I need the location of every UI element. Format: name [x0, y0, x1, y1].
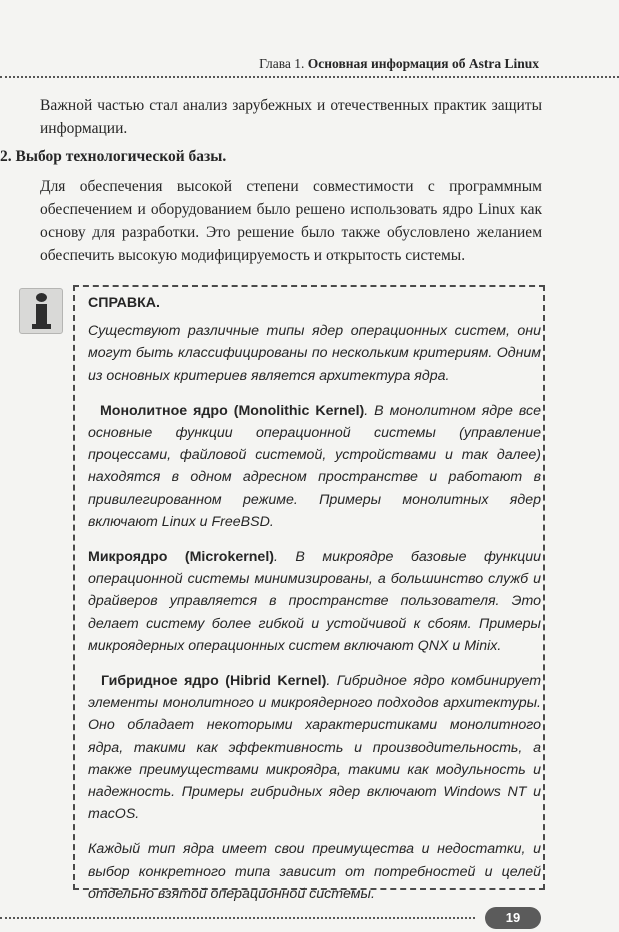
- running-header: [259, 56, 539, 72]
- micro-term: Микроядро (Microkernel): [88, 549, 274, 566]
- monolithic-text: . В монолитном ядре все основные функции операционной системы (управление процессами, файловой системой, устройствами и так далее) находятся в одном адресном пространстве и работают в привилегированном режиме. Примеры монолитных ядер включают Linux и FreeBSD.: [88, 402, 541, 530]
- note-title: СПРАВКА.: [88, 295, 160, 311]
- note-hybrid: [88, 670, 541, 825]
- note-content: [88, 292, 541, 918]
- page-number: 19: [485, 907, 541, 929]
- header-divider: [0, 76, 619, 78]
- chapter-title: Основная информация об Astra Linux: [307, 56, 539, 71]
- note-microkernel: [88, 546, 541, 657]
- section-heading: 2. Выбор технологической базы.: [0, 148, 227, 165]
- micro-text: . В микроядре базовые функции операционной системы минимизированы, а большинство служб и драйверов управляется в пространстве пользователя. Это делает систему более гибкой и устойчивой к сбоям. Примеры микроядерных операционных систем включают QNX и Minix.: [88, 549, 541, 654]
- chapter-label: Глава 1.: [259, 56, 305, 71]
- note-monolithic: [88, 400, 541, 533]
- body-paragraph-2: Для обеспечения высокой степени совместимости с программным обеспечением и оборудованием было решено использовать ядро Linux как основу для разработки. Это решение было также обусловлено желанием обеспечить высокую модифицируемость и открытость системы.: [40, 178, 542, 264]
- monolithic-term: Монолитное ядро (Monolithic Kernel): [99, 402, 365, 419]
- note-conclusion: Каждый тип ядра имеет свои преимущества и недостатки, и выбор конкретного типа зависит от потребностей и целей отдельно взятой операционной системы.: [88, 841, 541, 902]
- footer-divider: [0, 917, 475, 919]
- hybrid-term: Гибридное ядро (Hibrid Kernel): [100, 673, 327, 690]
- info-icon: [19, 288, 63, 334]
- note-intro: Существуют различные типы ядер операционных систем, они могут быть классифицированы по нескольким критериям. Одним из основных критериев является архитектура ядра.: [88, 323, 541, 384]
- body-paragraph-1: Важной частью стал анализ зарубежных и отечественных практик защиты информации.: [40, 97, 542, 137]
- hybrid-text: . Гибридное ядро комбинирует элементы монолитного и микроядерного подходов архитектуры. Оно обладает некоторыми характеристиками монолитного ядра, такими как эффективность и производительность, а также преимуществами микроядра, такими как модульность и надежность. Примеры гибридных ядер включают Windows NT и macOS.: [88, 673, 542, 823]
